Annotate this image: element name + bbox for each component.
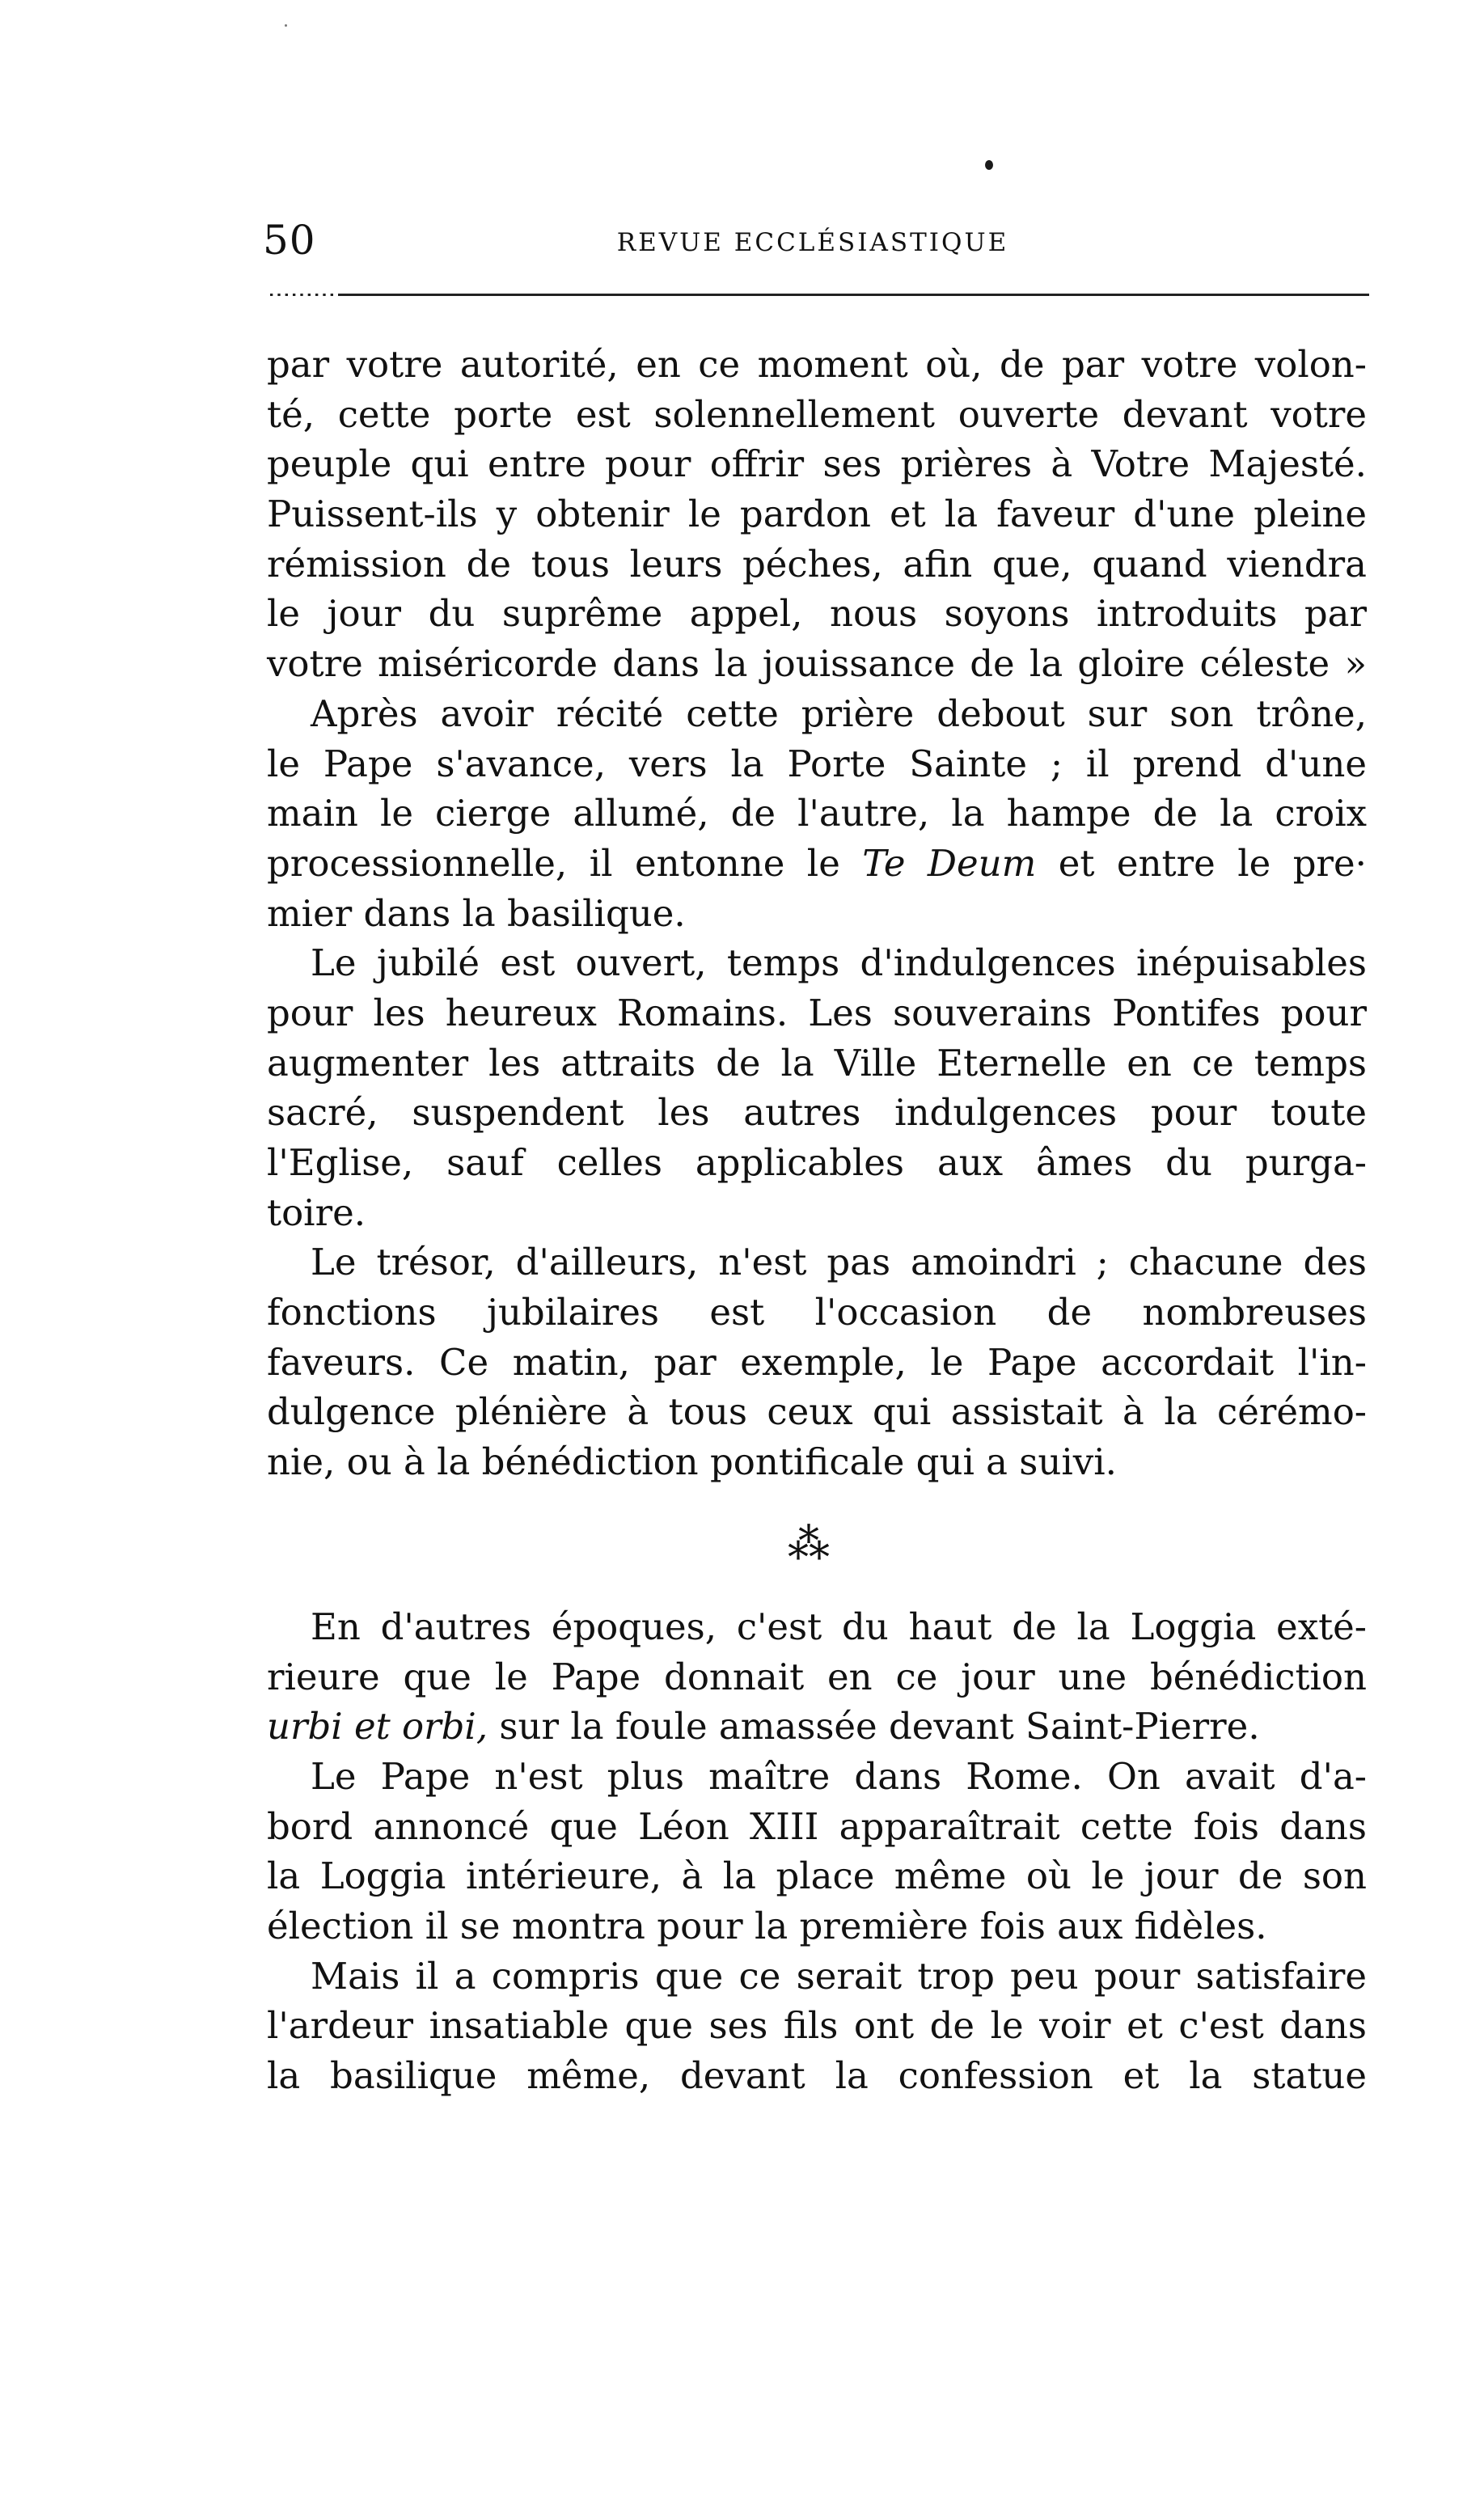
text-line: Le jubilé est ouvert, temps d'indulgences inépuisables xyxy=(311,941,1367,985)
text-line: té, cette porte est solennellement ouverte devant votre xyxy=(267,392,1367,436)
text-line: sacré, suspendent les autres indulgences pour toute xyxy=(267,1091,1367,1135)
page-header xyxy=(263,217,1371,273)
header-rule-dashed-segment xyxy=(265,294,338,296)
text-line: Puissent-ils y obtenir le pardon et la faveur d'une pleine xyxy=(267,493,1367,536)
ink-dot xyxy=(985,160,993,170)
text-line: nie, ou à la bénédiction pontificale qui a suivi. xyxy=(267,1440,1117,1484)
text-line: rémission de tous leurs péches, afin que, quand viendra xyxy=(267,542,1367,586)
text-line: le jour du suprême appel, nous soyons introduits par xyxy=(267,592,1367,636)
body-text xyxy=(267,340,1367,2101)
text-line: Le trésor, d'ailleurs, n'est pas amoindri ; chacune des xyxy=(311,1241,1367,1284)
paragraph xyxy=(267,1602,1367,1752)
text-run: sur la foule amassée devant Saint-Pierre. xyxy=(488,1705,1260,1749)
paragraph xyxy=(267,340,1367,689)
text-line: bord annoncé que Léon XIII apparaîtrait cette fois dans xyxy=(267,1804,1367,1848)
text-line: Le Pape n'est plus maître dans Rome. On avait d'a- xyxy=(311,1754,1367,1798)
text-line: élection il se montra pour la première fois aux fidèles. xyxy=(267,1904,1267,1947)
text-run: processionnelle, il entonne le xyxy=(267,841,863,885)
asterism-separator: ⁂ xyxy=(788,1520,830,1569)
italic-text: urbi et orbi, xyxy=(267,1705,488,1749)
paragraph xyxy=(267,938,1367,1237)
text-line-with-italic xyxy=(267,839,1367,889)
text-line: rieure que le Pape donnait en ce jour une bénédiction xyxy=(267,1655,1367,1698)
text-line: augmenter les attraits de la Ville Eternelle en ce temps xyxy=(267,1041,1367,1085)
text-line: pour les heureux Romains. Les souverains Pontifes pour xyxy=(267,991,1367,1034)
text-line: mier dans la basilique. xyxy=(267,891,686,935)
text-line: la Loggia intérieure, à la place même où le jour de son xyxy=(267,1854,1367,1898)
text-line: Après avoir récité cette prière debout sur son trône, xyxy=(311,691,1367,735)
text-line: peuple qui entre pour offrir ses prières à Votre Majesté. xyxy=(267,442,1367,486)
text-line: le Pape s'avance, vers la Porte Sainte ; il prend d'une xyxy=(267,742,1367,785)
paragraph xyxy=(267,1752,1367,1951)
text-line: l'Eglise, sauf celles applicables aux âmes du purga- xyxy=(267,1141,1367,1184)
scan-speck xyxy=(285,24,287,27)
text-line: fonctions jubilaires est l'occasion de nombreuses xyxy=(267,1291,1367,1334)
paragraph xyxy=(267,1951,1367,2101)
text-line-with-italic xyxy=(267,1702,1367,1752)
text-line: main le cierge allumé, de l'autre, la hampe de la croix xyxy=(267,792,1367,835)
italic-text: Te Deum xyxy=(862,841,1037,885)
text-line: la basilique même, devant la confession et la statue xyxy=(267,2054,1367,2097)
text-line: Mais il a compris que ce serait trop peu pour satisfaire xyxy=(311,1954,1367,1998)
text-line: toire. xyxy=(267,1190,366,1234)
header-rule xyxy=(265,294,1369,296)
text-line: l'ardeur insatiable que ses fils ont de le voir et c'est dans xyxy=(267,2004,1367,2048)
text-line: dulgence plénière à tous ceux qui assistait à la cérémo- xyxy=(267,1390,1367,1434)
paragraph xyxy=(267,689,1367,938)
page-number: 50 xyxy=(263,217,316,264)
text-line: En d'autres époques, c'est du haut de la Loggia exté- xyxy=(311,1605,1367,1648)
text-line: par votre autorité, en ce moment où, de par votre volon- xyxy=(267,343,1367,386)
text-line: votre miséricorde dans la jouissance de la gloire céleste » xyxy=(267,642,1367,686)
paragraph xyxy=(267,1237,1367,1486)
running-title: REVUE ECCLÉSIASTIQUE xyxy=(616,228,1009,257)
text-line: faveurs. Ce matin, par exemple, le Pape accordait l'in- xyxy=(267,1340,1367,1384)
text-run: et entre le pre· xyxy=(1036,841,1367,885)
